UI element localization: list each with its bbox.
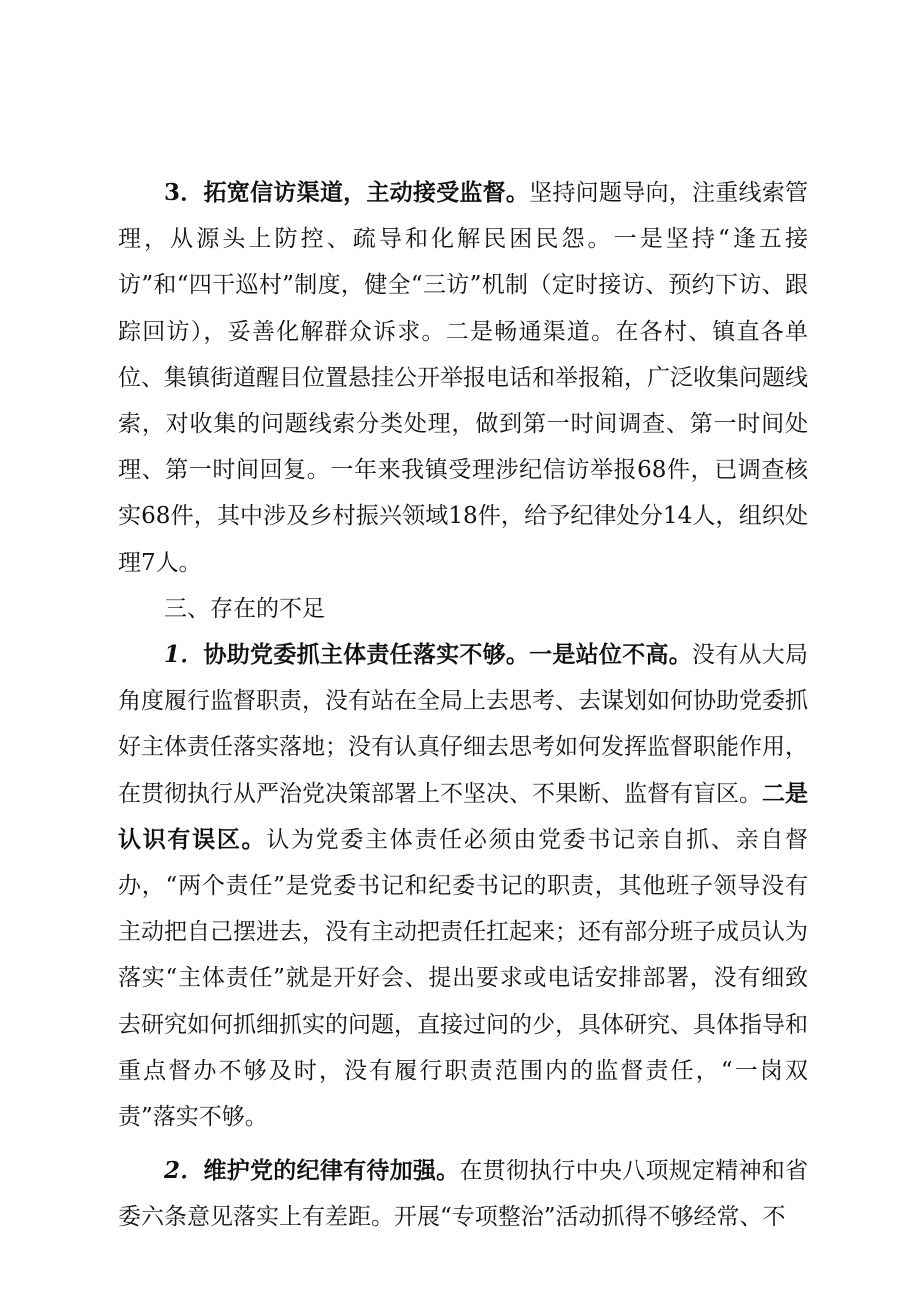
shortfall-2-body: 在贯彻执行中央八项规定精神和省委六条意见落实上有差距。开展“专项整治”活动抓得不够经常、不 xyxy=(118,1158,809,1231)
shortfall-1-point-1-title: 一是站位不高。 xyxy=(529,641,692,669)
paragraph-item-3 xyxy=(118,170,808,586)
shortfall-1-point-1-body: 没有从大局角度履行监督职责，没有站在全局上去思考、去谋划如何协助党委抓好主体责任落实落地；没有认真仔细去思考如何发挥监督职能作用，在贯彻执行从严治党决策部署上不坚决、不果断、监督有盲区。 xyxy=(118,642,809,807)
item-3-title: 拓宽信访渠道，主动接受监督。 xyxy=(203,179,530,206)
section-heading-shortfalls: 三、存在的不足 xyxy=(164,595,325,622)
item-3-number: 3． xyxy=(164,179,204,206)
shortfall-2-title: 维护党的纪律有待加强。 xyxy=(203,1157,460,1185)
shortfall-1-point-2-title: 二是认识有误区。 xyxy=(118,779,808,853)
paragraph-shortfall-1 xyxy=(118,632,808,1140)
shortfall-1-point-2-body: 认为党委主体责任必须由党委书记亲自抓、亲自督办，“两个责任”是党委书记和纪委书记的职责，其他班子领导没有主动把自己摆进去，没有主动把责任扛起来；还有部分班子成员认为落实“主体责任”就是开好会、提出要求或电话安排部署，没有细致去研究如何抓细抓实的问题，直接过问的少，具体研究、具体指导和重点督办不够及时，没有履行职责范围内的监督责任，“一岗双责”落实不够。 xyxy=(118,826,809,1131)
document-body xyxy=(118,170,808,1241)
paragraph-shortfall-2 xyxy=(118,1148,808,1240)
shortfall-1-number: 1． xyxy=(164,641,204,669)
shortfall-1-title: 协助党委抓主体责任落实不够。 xyxy=(203,641,530,669)
shortfall-2-number: 2． xyxy=(164,1157,204,1185)
item-3-body: 坚持问题导向，注重线索管理，从源头上防控、疏导和化解民困民怨。一是坚持“逢五接访”和“四干巡村”制度，健全“三访”机制（定时接访、预约下访、跟踪回访），妥善化解群众诉求。二是畅通渠道。在各村、镇直各单位、集镇街道醒目位置悬挂公开举报电话和举报箱，广泛收集问题线索，对收集的问题线索分类处理，做到第一时间调查、第一时间处理、第一时间回复。一年来我镇受理涉纪信访举报68件，已调查核实68件，其中涉及乡村振兴领域18件，给予纪律处分14人，组织处理7人。 xyxy=(118,180,809,576)
